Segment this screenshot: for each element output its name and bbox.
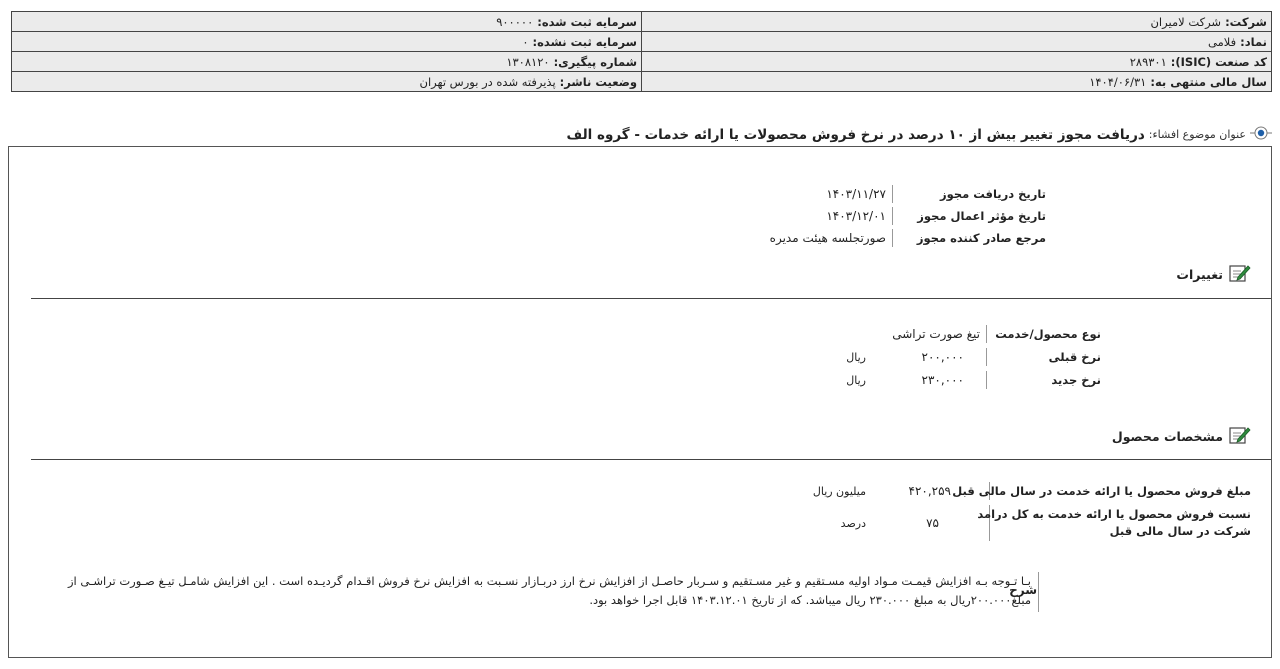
product-type-label: نوع محصول/خدمت bbox=[986, 325, 1101, 343]
company-info-table bbox=[11, 11, 1272, 92]
changes-section-header bbox=[1176, 263, 1251, 286]
receive-date-label: تاریخ دریافت مجوز bbox=[892, 185, 1046, 203]
new-rate-unit: ریال bbox=[846, 374, 866, 387]
fiscal-value: ۱۴۰۴/۰۶/۳۱ bbox=[1089, 74, 1147, 89]
subject-title: دریافت مجوز تغییر بیش از ۱۰ درصد در نرخ فروش محصولات یا ارائه خدمات - گروه الف bbox=[566, 126, 1145, 143]
tracking-cell bbox=[12, 52, 642, 71]
effective-date-value: ۱۴۰۳/۱۲/۰۱ bbox=[826, 209, 886, 223]
disclosure-content-box bbox=[8, 146, 1272, 658]
description-line-1: بـا تـوجه بـه افزایش قیمـت مـواد اولیه مسـتقیم و غیر مسـتقیم و سـربار حاصـل از افزایش نرخ ارز دربـازار نسـبت به افزایش نرخ فروش اقـدام گردیـده است . این افزایش شامـل تیـغ صـورت تراشـی از bbox=[67, 574, 1031, 588]
ratio-label: نسبت فروش محصول یا ارائه خدمت به کل درامد شرکت در سال مالی قبل bbox=[989, 505, 1251, 541]
effective-date-row bbox=[826, 207, 1046, 225]
subject-prefix: عنوان موضوع افشاء: bbox=[1148, 128, 1246, 141]
new-rate-label: نرخ جدید bbox=[986, 371, 1101, 389]
company-label: شرکت: bbox=[1225, 14, 1267, 29]
tracking-value: ۱۳۰۸۱۲۰ bbox=[506, 54, 550, 69]
unregistered-capital-cell bbox=[12, 32, 642, 51]
issuer-label: مرجع صادر کننده مجوز bbox=[892, 229, 1046, 247]
unregistered-capital-label: سرمایه ثبت نشده: bbox=[532, 34, 637, 49]
description-label: شرح bbox=[1009, 583, 1037, 597]
product-type-row bbox=[892, 325, 1101, 343]
info-row-isic bbox=[12, 52, 1271, 72]
edit-icon bbox=[1223, 263, 1251, 286]
symbol-cell bbox=[642, 32, 1271, 51]
registered-capital-value: ۹۰۰۰۰۰ bbox=[496, 14, 534, 29]
new-rate-row bbox=[922, 371, 1102, 389]
specs-section-title: مشخصات محصول bbox=[1111, 429, 1223, 444]
symbol-value: فلامی bbox=[1208, 34, 1237, 49]
changes-section-title: تغییرات bbox=[1176, 267, 1223, 282]
issuer-value: صورتجلسه هیئت مدیره bbox=[769, 231, 886, 245]
unregistered-capital-value: ۰ bbox=[522, 34, 529, 49]
ratio-row bbox=[926, 505, 1251, 541]
sales-label: مبلغ فروش محصول یا ارائه خدمت در سال مالی قبل bbox=[952, 484, 1251, 498]
old-rate-row bbox=[922, 348, 1102, 366]
description-text bbox=[31, 572, 1031, 610]
status-value: پذیرفته شده در بورس تهران bbox=[419, 74, 556, 89]
isic-value: ۲۸۹۳۰۱ bbox=[1129, 54, 1167, 69]
ratio-value: ۷۵ bbox=[926, 516, 939, 530]
status-cell bbox=[12, 72, 642, 91]
symbol-label: نماد: bbox=[1240, 34, 1267, 49]
info-row-symbol bbox=[12, 32, 1271, 52]
receive-date-row bbox=[826, 185, 1046, 203]
specs-section-header bbox=[1112, 425, 1251, 448]
company-value: شرکت لامیران bbox=[1150, 14, 1222, 29]
specs-divider bbox=[31, 459, 1271, 460]
info-row-company bbox=[12, 12, 1271, 32]
status-label: وضعیت ناشر: bbox=[559, 74, 637, 89]
fiscal-label: سال مالی منتهی به: bbox=[1150, 74, 1267, 89]
subject-title-line bbox=[567, 125, 1272, 144]
changes-divider bbox=[31, 298, 1271, 299]
target-icon bbox=[1250, 125, 1272, 144]
tracking-label: شماره پیگیری: bbox=[553, 54, 637, 69]
registered-capital-cell bbox=[12, 12, 642, 31]
issuer-row bbox=[770, 229, 1046, 247]
new-rate-value: ۲۳۰,۰۰۰ bbox=[921, 373, 964, 387]
edit-icon bbox=[1223, 425, 1251, 448]
isic-cell bbox=[642, 52, 1271, 71]
product-type-value: تیغ صورت تراشی bbox=[892, 327, 980, 341]
effective-date-label: تاریخ مؤثر اعمال مجوز bbox=[892, 207, 1046, 225]
info-row-fiscal bbox=[12, 72, 1271, 91]
description-line-2: مبلغ۲۰۰.۰۰۰ریال به مبلغ ۲۳۰.۰۰۰ ریال میباشد. که از تاریخ ۱۴۰۳.۱۲.۰۱ قابل اجرا خواهد بود. bbox=[589, 593, 1031, 607]
registered-capital-label: سرمایه ثبت شده: bbox=[537, 14, 637, 29]
ratio-unit: درصد bbox=[840, 517, 866, 530]
sales-row bbox=[909, 482, 1252, 500]
company-cell bbox=[642, 12, 1271, 31]
fiscal-cell bbox=[642, 72, 1271, 91]
receive-date-value: ۱۴۰۳/۱۱/۲۷ bbox=[826, 187, 886, 201]
sales-unit: میلیون ریال bbox=[812, 485, 866, 498]
old-rate-unit: ریال bbox=[846, 351, 866, 364]
sales-value: ۴۲۰,۲۵۹ bbox=[908, 484, 951, 498]
old-rate-value: ۲۰۰,۰۰۰ bbox=[921, 350, 964, 364]
description-separator bbox=[1038, 572, 1039, 612]
old-rate-label: نرخ قبلی bbox=[986, 348, 1101, 366]
isic-label: کد صنعت (ISIC): bbox=[1170, 54, 1267, 69]
